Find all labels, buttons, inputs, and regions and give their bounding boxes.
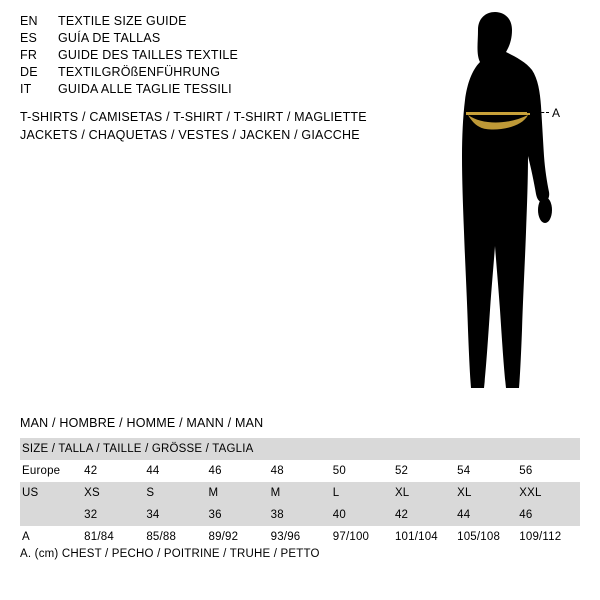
cell: 38 bbox=[270, 509, 284, 521]
language-code: DE bbox=[20, 65, 38, 79]
cell: 44 bbox=[146, 465, 160, 477]
cell: 32 bbox=[84, 509, 98, 521]
table-header-row bbox=[20, 438, 580, 460]
cell: S bbox=[146, 487, 155, 499]
category-list bbox=[20, 110, 420, 146]
cell: 56 bbox=[519, 465, 533, 477]
silhouette-svg bbox=[410, 10, 590, 400]
cell: M bbox=[208, 487, 219, 499]
cell: L bbox=[332, 487, 340, 499]
measure-label-a: A bbox=[552, 106, 561, 120]
language-text: TEXTILGRÖßENFÜHRUNG bbox=[58, 65, 221, 79]
cell: 40 bbox=[332, 509, 346, 521]
cell: 101/104 bbox=[394, 531, 438, 543]
cell: 105/108 bbox=[457, 531, 501, 543]
cell: M bbox=[270, 487, 281, 499]
cell: 34 bbox=[146, 509, 160, 521]
cell: XS bbox=[84, 487, 100, 499]
language-text: GUIDE DES TAILLES TEXTILE bbox=[58, 48, 239, 62]
language-text: GUÍA DE TALLAS bbox=[58, 31, 161, 45]
measure-dash-line bbox=[527, 112, 549, 114]
row-label-us: US bbox=[22, 487, 39, 499]
category-line-tshirts: T-SHIRTS / CAMISETAS / T-SHIRT / T-SHIRT / MAGLIETTE bbox=[20, 110, 367, 124]
male-silhouette-figure bbox=[410, 10, 590, 400]
cell: 97/100 bbox=[332, 531, 370, 543]
cell: XL bbox=[394, 487, 410, 499]
language-code: FR bbox=[20, 48, 38, 62]
language-text: TEXTILE SIZE GUIDE bbox=[58, 14, 187, 28]
cell: 52 bbox=[394, 465, 409, 477]
footnote: A. (cm) CHEST / PECHO / POITRINE / TRUHE / PETTO bbox=[20, 548, 320, 560]
language-code: ES bbox=[20, 31, 38, 45]
cell: 42 bbox=[394, 509, 409, 521]
cell: 89/92 bbox=[208, 531, 239, 543]
language-row bbox=[20, 48, 380, 65]
language-list bbox=[20, 14, 380, 99]
cell: 48 bbox=[270, 465, 284, 477]
cell: 44 bbox=[457, 509, 471, 521]
row-label-a: A bbox=[22, 531, 30, 543]
cell: 54 bbox=[457, 465, 471, 477]
cell: 50 bbox=[332, 465, 346, 477]
table-row bbox=[20, 526, 580, 548]
cell: 85/88 bbox=[146, 531, 177, 543]
language-code: EN bbox=[20, 14, 38, 28]
cell: 46 bbox=[208, 465, 222, 477]
table-row bbox=[20, 504, 580, 526]
language-code: IT bbox=[20, 82, 32, 96]
language-row bbox=[20, 31, 380, 48]
size-table-section bbox=[20, 416, 580, 548]
table-header-label: SIZE / TALLA / TAILLE / GRÖSSE / TAGLIA bbox=[22, 443, 254, 455]
cell: 46 bbox=[519, 509, 533, 521]
language-row bbox=[20, 82, 380, 99]
cell: 93/96 bbox=[270, 531, 301, 543]
table-row bbox=[20, 482, 580, 504]
table-title: MAN / HOMBRE / HOMME / MANN / MAN bbox=[20, 416, 264, 430]
language-row bbox=[20, 65, 380, 82]
cell: XXL bbox=[519, 487, 542, 499]
cell: 81/84 bbox=[84, 531, 114, 543]
row-label-europe: Europe bbox=[22, 465, 61, 477]
row-label-blank bbox=[20, 504, 82, 526]
size-table bbox=[20, 438, 580, 548]
cell: 42 bbox=[84, 465, 98, 477]
language-row bbox=[20, 14, 380, 31]
language-text: GUIDA ALLE TAGLIE TESSILI bbox=[58, 82, 232, 96]
cell: 109/112 bbox=[519, 531, 562, 543]
table-row bbox=[20, 460, 580, 482]
category-line-jackets: JACKETS / CHAQUETAS / VESTES / JACKEN / GIACCHE bbox=[20, 128, 360, 142]
cell: XL bbox=[457, 487, 472, 499]
cell: 36 bbox=[208, 509, 222, 521]
